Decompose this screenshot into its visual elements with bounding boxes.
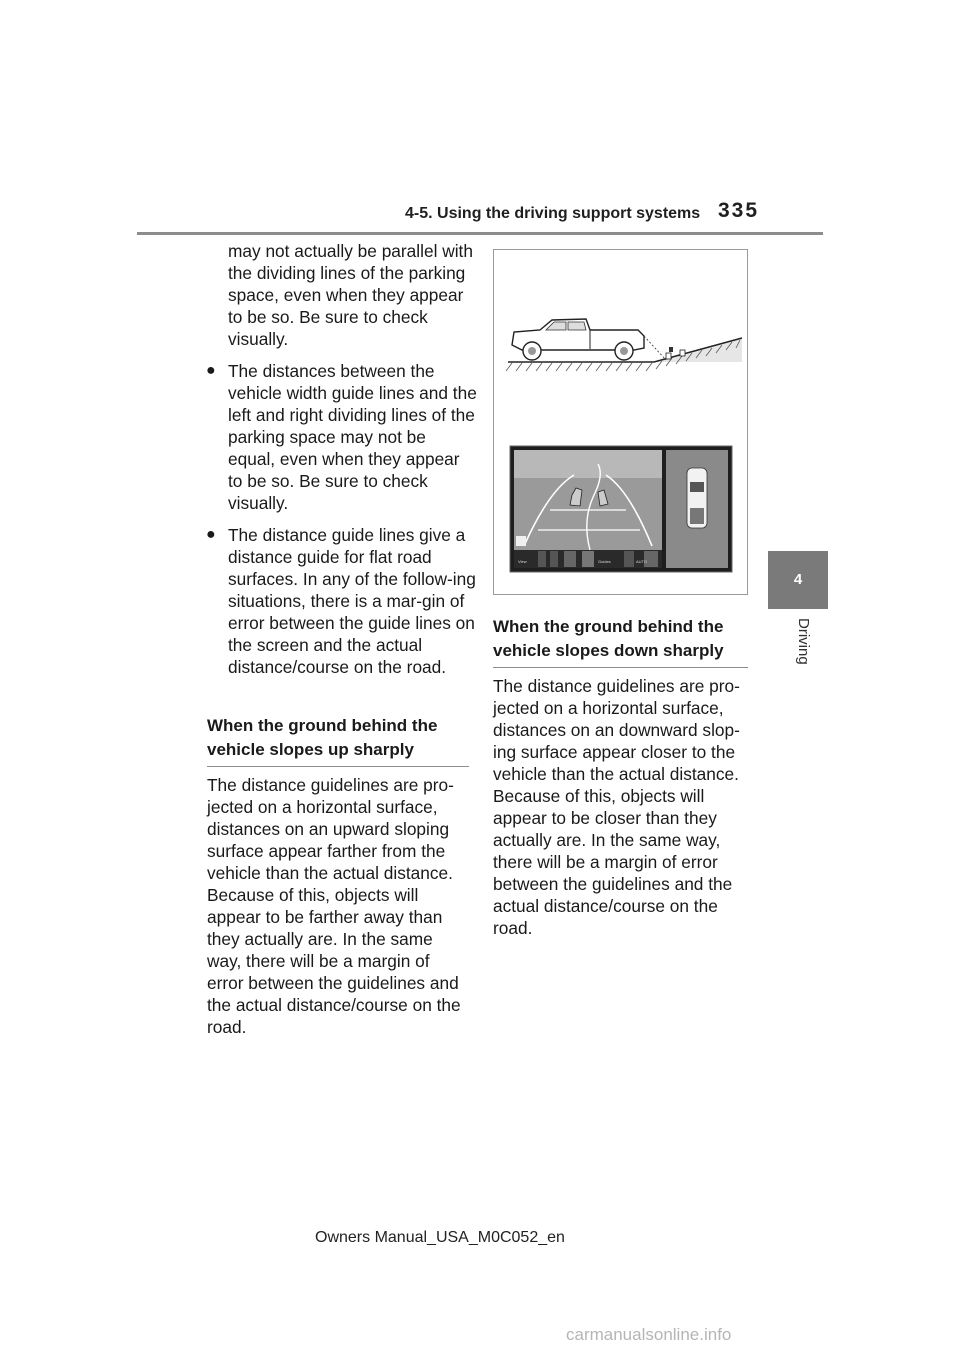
bullet-text: The distance guide lines give a distance guide for flat road surfaces. In any of the follow-ing situations, there is a mar-gin of error between the guide lines on the screen and the actual distance/course on the road.	[228, 525, 476, 677]
intro-paragraph: may not actually be parallel with the dividing lines of the parking space, even when they appear to be so. Be sure to check visually.	[228, 241, 473, 349]
bullet-item	[207, 524, 477, 678]
screen-tab-view: View	[518, 559, 527, 564]
truck-slope-illustration	[494, 250, 747, 594]
page-number: 335	[718, 199, 760, 222]
screen-tab-guides: Guides	[598, 559, 611, 564]
subheading-slopes-down: When the ground behind the vehicle slopes down sharply	[493, 615, 748, 668]
bullet-icon: ●	[206, 526, 216, 543]
chapter-tab: 4	[768, 551, 828, 609]
watermark: carmanualsonline.info	[566, 1325, 732, 1344]
screen-tab-auto: AUTO	[636, 559, 648, 564]
paragraph-slopes-down: The distance guidelines are pro-jected on a horizontal surface, distances on an downward slop-ing surface appear closer to the vehicle than the actual distance. Because of this, objects will appear to be closer than they actually are. In the same way, there will be a margin of error between the guidelines and the actual distance/course on the road.	[493, 676, 740, 938]
chapter-label: Driving	[795, 618, 812, 665]
illustration-figure	[493, 249, 748, 595]
bullet-item	[207, 360, 477, 514]
subheading-slopes-up: When the ground behind the vehicle slopes up sharply	[207, 714, 469, 767]
bullet-text: The distances between the vehicle width guide lines and the left and right dividing lines of the parking space may not be equal, even when they appear to be so. Be sure to check visually.	[228, 361, 477, 513]
paragraph-slopes-up: The distance guidelines are pro-jected on a horizontal surface, distances on an upward sloping surface appear farther from the vehicle than the actual distance. Because of this, objects will appear to be farther away than they actually are. In the same way, there will be a margin of error between the guidelines and the actual distance/course on the road.	[207, 775, 461, 1037]
section-header-title: 4-5. Using the driving support systems	[405, 205, 701, 222]
header-divider	[137, 232, 823, 235]
footer-manual-id: Owners Manual_USA_M0C052_en	[315, 1229, 565, 1246]
bullet-icon: ●	[206, 362, 216, 379]
left-column	[207, 240, 477, 678]
